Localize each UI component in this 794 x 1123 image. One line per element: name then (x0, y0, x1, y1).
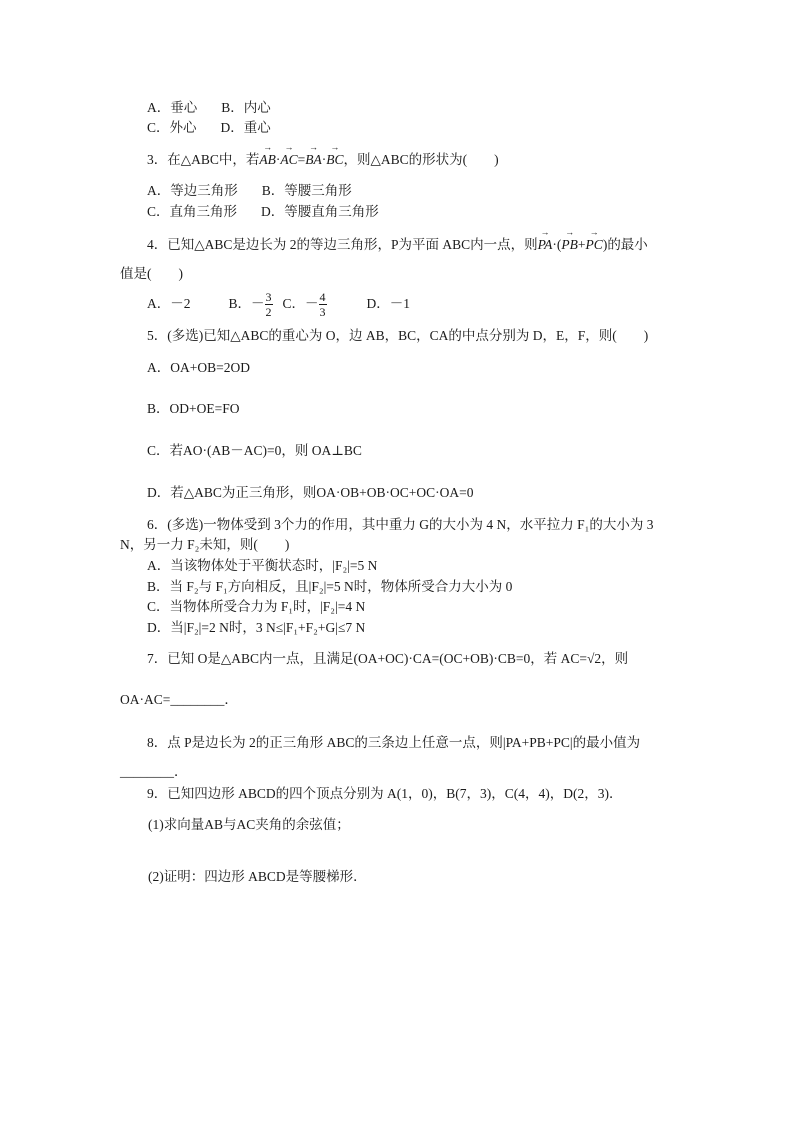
q9-part-2: (2)证明：四边形 ABCD是等腰梯形． (148, 869, 367, 884)
q3-option-b: B．等腰三角形 (261, 183, 352, 198)
q6-option-d: D．当|F₂|=2 N时，3 N≤|F₁+F₂+G|≤7 N (147, 620, 366, 635)
q5-stem (147, 328, 648, 344)
q3-option-row-1 (147, 183, 352, 199)
q6-option-c: C．当物体所受合力为 F₁时，|F₂|=4 N (147, 599, 366, 614)
q4-option-b-fraction: $\frac{3}{2}$ (265, 290, 272, 320)
q4-option-c-fraction: $\frac{4}{3}$ (319, 290, 326, 320)
q4-option-b: B．－ $\frac{3}{2}$ (228, 290, 272, 320)
q6-option-a: A．当该物体处于平衡状态时，|F₂|=5 N (147, 558, 378, 573)
q4-stem (147, 237, 648, 253)
q5-option-a-text: A．OA+OB=2OD (147, 360, 250, 375)
q5-number: 5． (147, 328, 168, 343)
q4-expression: → PA·(→ PB+→ PC) (538, 237, 608, 252)
q8-stem (147, 735, 640, 751)
q4-number: 4． (147, 237, 168, 252)
q8-answer-line: ________． (120, 764, 188, 779)
q5-option-d (147, 485, 473, 501)
q3-option-c: C．直角三角形 (147, 204, 238, 219)
q6-number: 6． (147, 517, 168, 532)
q4-option-row (147, 287, 410, 321)
q3-text-pre: 在△ABC中，若 (167, 152, 260, 167)
q7-answer-line: OA·AC=________． (120, 692, 238, 707)
q5-option-c (147, 443, 362, 459)
q3-stem (147, 152, 499, 168)
q7-stem (147, 651, 628, 667)
q5-text: (多选)已知△ABC的重心为 O，边 AB，BC，CA的中点分别为 D，E，F，则( ) (167, 328, 649, 343)
q3-option-a: A．等边三角形 (147, 183, 238, 198)
q6-stem (147, 517, 653, 533)
q3-option-row-2 (147, 204, 379, 220)
q4-text-post: 的最小 (607, 237, 648, 252)
q2-option-c: C．外心 (147, 120, 197, 135)
q3-expression: → AB·→ AC=→ BA·→ BC (259, 152, 343, 167)
q6-stem-line2: N，另一力 F₂未知，则( ) (120, 537, 290, 552)
q4-option-c: C．－ $\frac{4}{3}$ (282, 290, 326, 320)
q9-number: 9． (147, 786, 168, 801)
q9-text: 已知四边形 ABCD的四个顶点分别为 A(1，0)，B(7，3)，C(4，4)，D(2，3)． (167, 786, 623, 801)
q6-option-b: B．当 F₂与 F₁方向相反，且|F₂|=5 N时，物体所受合力大小为 0 (147, 579, 513, 594)
q2-option-row-1 (147, 100, 271, 116)
q5-option-b (147, 401, 239, 417)
q5-option-c-text: C．若AO·(AB－AC)=0，则 OA⊥BC (147, 443, 362, 458)
q8-text: 点 P是边长为 2的正三角形 ABC的三条边上任意一点，则|PA+PB+PC|的最小值为 (167, 735, 641, 750)
q4-option-d: D．－1 (366, 296, 411, 311)
q5-option-b-text: B．OD+OE=FO (147, 401, 240, 416)
q5-option-a (147, 360, 250, 376)
q4-option-a: A．－2 (147, 296, 191, 311)
q9-part-1: (1)求向量AB与AC夹角的余弦值； (148, 817, 350, 832)
q4-stem-line2: 值是( ) (120, 266, 183, 281)
q3-number: 3． (147, 152, 168, 167)
q2-option-row-2 (147, 120, 271, 136)
q7-number: 7． (147, 651, 168, 666)
q8-number: 8． (147, 735, 168, 750)
q6-line1: (多选)一物体受到 3个力的作用，其中重力 G的大小为 4 N，水平拉力 F₁的大小为 3 (167, 517, 654, 532)
q7-text: 已知 O是△ABC内一点，且满足(OA+OC)·CA=(OC+OB)·CB=0，若 AC=√2，则 (167, 651, 629, 666)
q2-option-b: B．内心 (221, 100, 271, 115)
q2-option-d: D．重心 (220, 120, 271, 135)
q3-text-post: ，则△ABC的形状为( ) (343, 152, 499, 167)
q9-stem (147, 786, 622, 802)
q5-option-d-text: D．若△ABC为正三角形，则OA·OB+OB·OC+OC·OA=0 (147, 485, 474, 500)
q2-option-a: A．垂心 (147, 100, 198, 115)
q4-text-pre: 已知△ABC是边长为 2的等边三角形，P为平面 ABC内一点，则 (167, 237, 538, 252)
q3-option-d: D．等腰直角三角形 (261, 204, 379, 219)
